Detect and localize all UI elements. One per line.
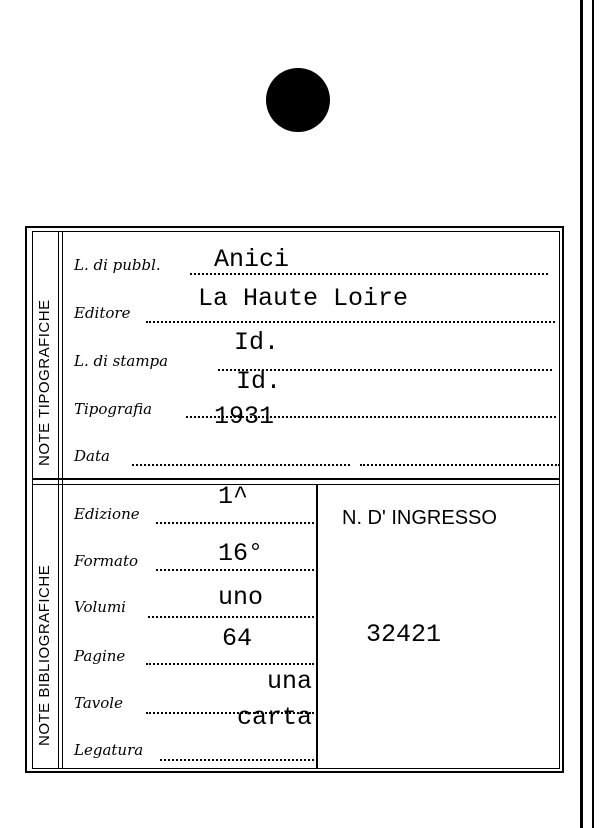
field-value-tavole: una carta bbox=[236, 667, 312, 732]
field-value-editore: La Haute Loire bbox=[198, 284, 409, 313]
field-value-tipografia: Id. bbox=[236, 367, 282, 396]
field-value-pagine: 64 bbox=[222, 624, 253, 653]
field-label-formato: Formato bbox=[74, 552, 139, 570]
field-label-pagine: Pagine bbox=[74, 647, 126, 665]
label-column-rule bbox=[62, 231, 63, 769]
card-edge-line bbox=[592, 0, 594, 828]
field-label-tavole: Tavole bbox=[74, 694, 123, 712]
field-label-legatura: Legatura bbox=[74, 741, 144, 759]
field-dots bbox=[132, 464, 350, 466]
label-column-rule bbox=[58, 231, 59, 769]
field-label-editore: Editore bbox=[74, 304, 131, 322]
ingresso-label: N. D' INGRESSO bbox=[342, 507, 497, 529]
field-dots bbox=[146, 321, 555, 323]
field-dots bbox=[360, 464, 560, 466]
field-label-luogo-stampa: L. di stampa bbox=[74, 352, 169, 370]
field-value-data: 1931 bbox=[214, 402, 275, 431]
field-dots bbox=[160, 759, 314, 761]
section-divider bbox=[32, 478, 560, 480]
field-value-luogo-stampa: Id. bbox=[234, 328, 280, 357]
field-label-tipografia: Tipografia bbox=[74, 400, 153, 418]
field-value-volumi: uno bbox=[218, 583, 264, 612]
side-label-bibliografiche: NOTE BIBLIOGRAFICHE bbox=[36, 564, 53, 746]
side-label-tipografiche: NOTE TIPOGRAFICHE bbox=[36, 299, 53, 466]
punch-hole bbox=[266, 68, 330, 132]
card-edge-line bbox=[580, 0, 583, 828]
field-dots bbox=[156, 522, 314, 524]
field-label-data: Data bbox=[74, 447, 110, 465]
ingresso-number: 32421 bbox=[366, 620, 442, 649]
field-value-luogo-pubblicazione: Anici bbox=[214, 245, 290, 274]
field-dots bbox=[148, 616, 314, 618]
field-label-volumi: Volumi bbox=[74, 598, 126, 616]
field-label-luogo-pubblicazione: L. di pubbl. bbox=[74, 256, 161, 274]
section-divider bbox=[32, 484, 560, 485]
field-value-edizione: 1^ bbox=[218, 482, 249, 511]
field-dots bbox=[156, 569, 314, 571]
field-label-edizione: Edizione bbox=[74, 505, 140, 523]
ingresso-column-rule bbox=[316, 485, 318, 769]
field-value-formato: 16° bbox=[218, 539, 264, 568]
